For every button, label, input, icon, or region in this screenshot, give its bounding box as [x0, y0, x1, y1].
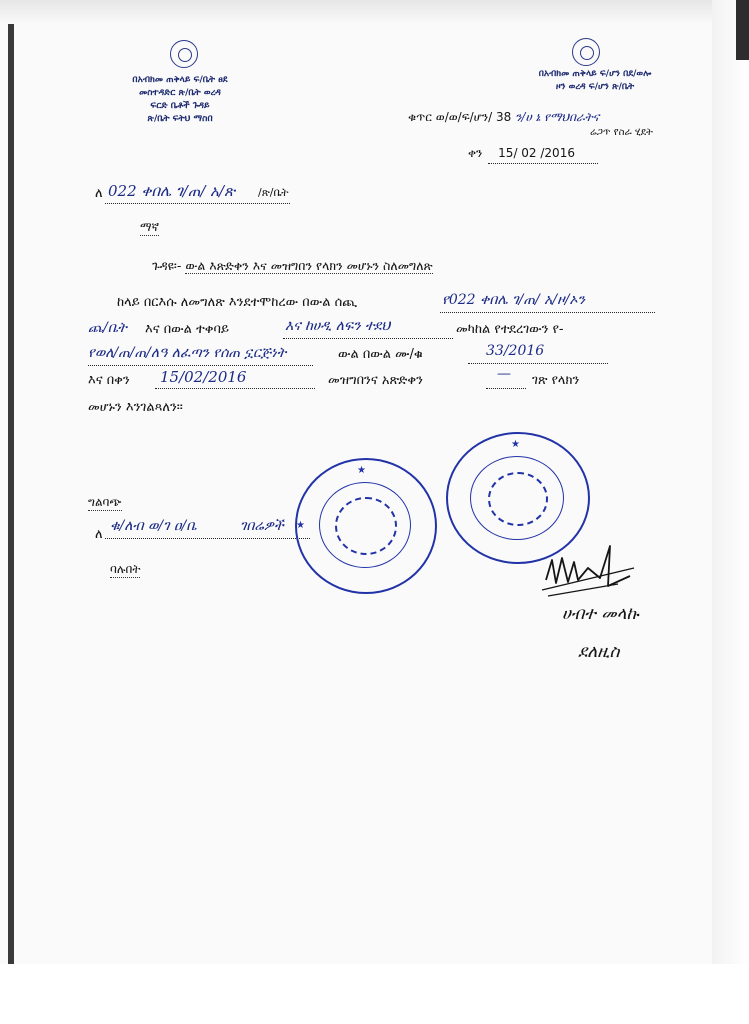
stamp-center-ring — [335, 497, 397, 555]
left-org-line: ጽ/ቤት ፍትህ ማስበ — [147, 114, 213, 124]
body-text: መሆኑን እንገልጻለን። — [88, 400, 183, 415]
ref-tail: ሬጋጥ የስራ ሂደት — [590, 127, 653, 138]
scan-left-edge — [8, 24, 14, 964]
body-dotted-line — [283, 338, 453, 339]
body-text: ከላይ በርእሱ ለመግለጽ እንደተሞከረው በውል ሰጪ — [117, 295, 357, 310]
ref-line — [408, 110, 599, 125]
cc-line2: ባሉበት — [110, 562, 141, 576]
signatory-title: ደለዚስ — [578, 642, 620, 662]
body-dotted-line — [155, 388, 315, 389]
right-emblem-icon — [572, 38, 600, 66]
body-text: መዝግበንና አጽድቀን — [328, 373, 423, 388]
body-text: መካከል የተደረገውን የ- — [456, 322, 564, 337]
body-handwritten: እና ከሀዲ ለፍን ተደህ — [285, 318, 391, 334]
cc-dotted-line — [105, 538, 310, 539]
cc-handwritten: ገበሬዎች — [240, 518, 284, 534]
addressee-dotted-line — [105, 203, 290, 204]
subject-label: ጉዳዩ፡- — [152, 258, 182, 273]
left-org-line: በአብክመ ጠቅላይ ፍ/ቤት ፀደ — [132, 75, 228, 85]
ref-label: ቁጥር — [408, 110, 432, 124]
cc-handwritten: ቁ/ለብ ወ/ገ ዐ/ቤ — [110, 518, 197, 534]
body-dotted-line — [440, 312, 655, 313]
body-dotted-line — [88, 365, 313, 366]
stamp-star-icon: ★ — [357, 465, 366, 476]
body-dotted-line — [468, 363, 608, 364]
ref-value: ወ/ወ/ፍ/ሆን/ 38 — [435, 110, 512, 124]
body-text: እና በቀን — [88, 373, 130, 388]
body-handwritten: — — [497, 366, 511, 382]
right-letterhead — [500, 68, 690, 94]
addressee-suffix: /ጽ/ቤት — [258, 186, 289, 199]
date-dotted-line — [488, 163, 598, 164]
body-text: ውል በውል ሙ/ቁ — [338, 347, 423, 362]
scan-right-edge — [712, 0, 749, 964]
stamp-star-icon: ★ — [296, 520, 305, 531]
left-org-line: ፍርድ ቤቶች ጉዳይ — [150, 101, 210, 111]
body-handwritten: የወለ/ጠ/ጠ/ለዓ ለፈጣን የሰጠ ኗርጅነት — [88, 345, 287, 361]
salutation: ማኛ — [140, 220, 160, 234]
body-handwritten: 15/02/2016 — [160, 368, 247, 386]
date-value: 15/ 02 /2016 — [498, 146, 575, 160]
signature-icon — [538, 538, 638, 600]
date-line — [468, 146, 575, 161]
cc-label: ግልባጭ — [88, 495, 122, 509]
official-stamp-left — [295, 458, 437, 594]
subject-line — [152, 258, 433, 274]
right-org-line: በአብክመ ጠቅላይ ፍ/ሆን በደ/ወሎ — [538, 69, 652, 79]
cc-prefix: ለ — [95, 527, 103, 542]
scan-bottom-edge — [0, 964, 749, 1024]
body-handwritten: 33/2016 — [486, 343, 545, 359]
body-dotted-line — [486, 388, 526, 389]
addressee-handwritten: 022 ቀበሌ ገ/ጠ/ አ/ጽ — [108, 182, 235, 200]
body-handwritten: የ022 ቀበሌ ገ/ጠ/ አ/ዞ/ኦን — [442, 292, 585, 308]
date-label: ቀን — [468, 146, 483, 160]
left-org-line: መስተዳድር ጽ/ቤት ወረዳ — [139, 88, 221, 98]
signatory-name: ሀብተ መላኩ — [562, 604, 639, 624]
body-text: እና በውል ተቀባይ — [145, 322, 229, 337]
left-emblem-icon — [170, 40, 198, 68]
ref-handwritten: ን/ሀ ኔ የማህበራትና — [515, 110, 600, 124]
scan-corner-shadow — [736, 0, 749, 60]
scan-top-edge — [0, 0, 749, 22]
stamp-star-icon: ★ — [511, 439, 520, 450]
subject-text: ውል እጽድቀን እና መዝግበን የላክን መሆኑን ስለመግለጽ — [185, 258, 433, 273]
addressee-prefix: ለ — [95, 186, 103, 201]
right-org-line: ዞን ወረዳ ፍ/ሆን ጽ/ቤት — [555, 82, 635, 92]
body-handwritten: ጨ/ቤት — [88, 320, 127, 336]
body-text: ገጽ የላክን — [532, 373, 580, 388]
stamp-center-ring — [488, 472, 548, 526]
left-letterhead — [95, 74, 265, 126]
